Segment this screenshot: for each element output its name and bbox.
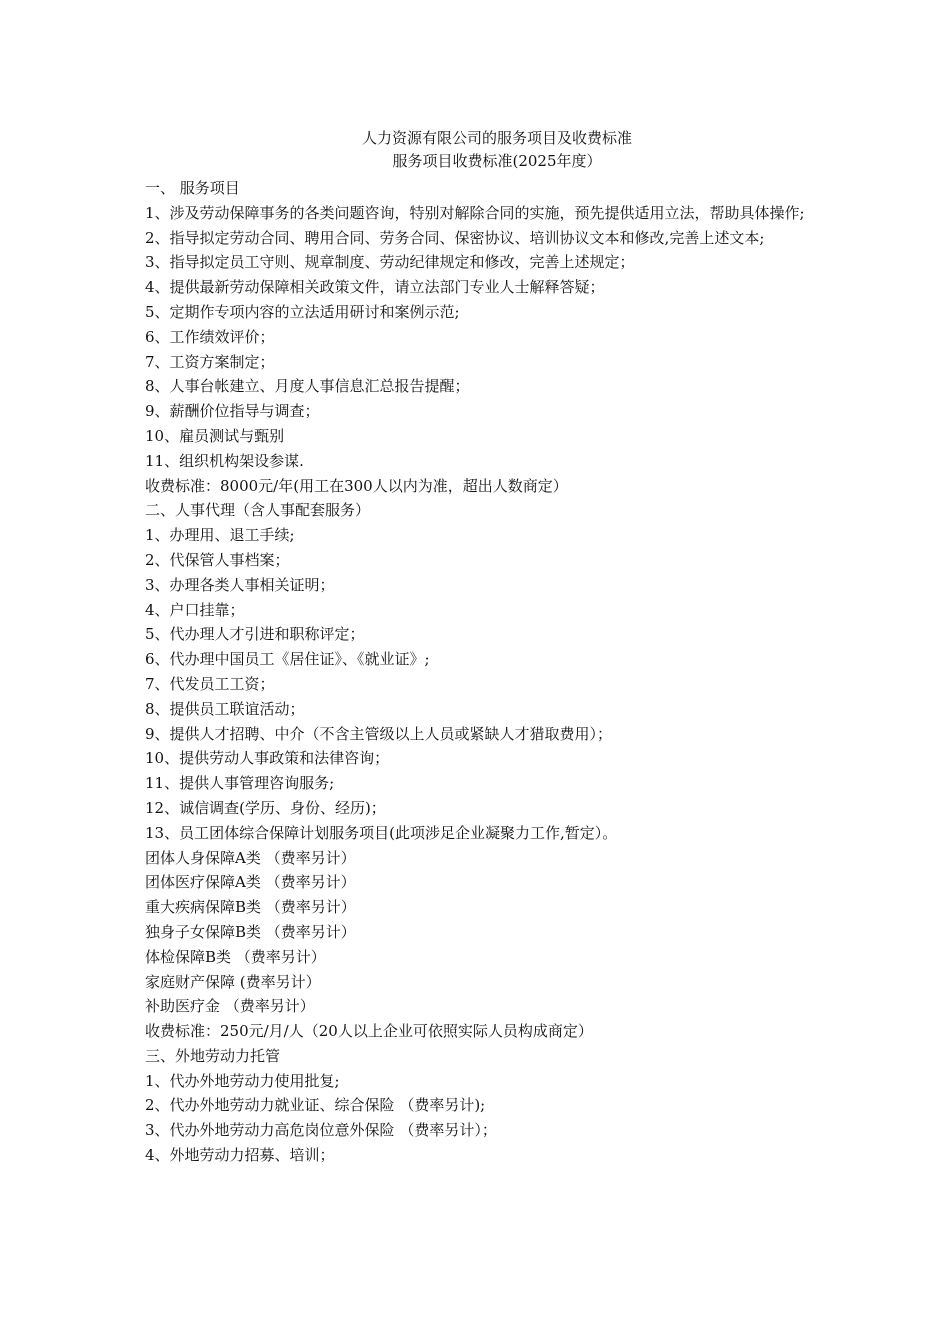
list-item: 10、雇员测试与甄别 bbox=[145, 426, 285, 445]
insurance-item: 团体医疗保障A类 （费率另计） bbox=[145, 873, 356, 892]
list-item: 5、定期作专项内容的立法适用研讨和案例示范; bbox=[145, 302, 460, 321]
section-heading: 一、 服务项目 bbox=[145, 179, 240, 197]
fee-standard: 收费标准：8000元/年(用工在300人以内为准，超出人数商定） bbox=[145, 476, 568, 495]
list-item: 2、代保管人事档案； bbox=[145, 550, 290, 569]
list-item: 4、提供最新劳动保障相关政策文件，请立法部门专业人士解释答疑； bbox=[145, 278, 605, 297]
list-item: 10、提供劳动人事政策和法律咨询； bbox=[145, 749, 390, 768]
list-item: 8、人事台帐建立、月度人事信息汇总报告提醒； bbox=[145, 377, 470, 396]
list-item: 2、指导拟定劳动合同、聘用合同、劳务合同、保密协议、培训协议文本和修改,完善上述文本; bbox=[145, 228, 765, 247]
list-item: 7、工资方案制定； bbox=[145, 352, 275, 371]
list-item: 11、组织机构架设参谋. bbox=[145, 451, 304, 470]
list-item: 3、指导拟定员工守则、规章制度、劳动纪律规定和修改，完善上述规定； bbox=[145, 253, 635, 272]
list-item: 9、提供人才招聘、中介（不含主管级以上人员或紧缺人才猎取费用）； bbox=[145, 724, 613, 743]
list-item: 13、员工团体综合保障计划服务项目(此项涉足企业凝聚力工作,暂定）。 bbox=[145, 823, 618, 842]
insurance-item: 体检保障B类 （费率另计） bbox=[145, 947, 326, 966]
document-subtitle: 服务项目收费标准(2025年度） bbox=[392, 152, 602, 170]
insurance-item: 团体人身保障A类 （费率另计） bbox=[145, 848, 356, 867]
section-heading: 三、外地劳动力托管 bbox=[145, 1046, 281, 1065]
document-body bbox=[145, 176, 810, 1168]
document-title: 人力资源有限公司的服务项目及收费标准 bbox=[361, 129, 632, 147]
list-item: 12、诚信调查(学历、身份、经历)； bbox=[145, 798, 386, 817]
insurance-item: 补助医疗金 （费率另计） bbox=[145, 997, 315, 1016]
list-item: 7、代发员工工资； bbox=[145, 674, 275, 693]
list-item: 6、代办理中国员工《居住证》、《就业证》; bbox=[145, 650, 430, 669]
list-item: 3、代办外地劳动力高危岗位意外保险 （费率另计）； bbox=[145, 1121, 497, 1140]
list-item: 1、涉及劳动保障事务的各类问题咨询，特别对解除合同的实施，预先提供适用立法，帮助具体操作; bbox=[145, 203, 805, 222]
list-item: 6、工作绩效评价； bbox=[145, 327, 275, 346]
list-item: 3、办理各类人事相关证明； bbox=[145, 575, 335, 594]
list-item: 9、薪酬价位指导与调查； bbox=[145, 402, 320, 421]
list-item: 1、办理用、退工手续; bbox=[145, 526, 295, 545]
insurance-item: 家庭财产保障 (费率另计） bbox=[145, 972, 321, 991]
list-item: 8、提供员工联谊活动； bbox=[145, 699, 305, 718]
insurance-item: 独身子女保障B类 （费率另计） bbox=[145, 922, 356, 941]
section-heading: 二、人事代理（含人事配套服务） bbox=[145, 501, 371, 520]
list-item: 4、户口挂靠； bbox=[145, 600, 245, 619]
list-item: 1、代办外地劳动力使用批复; bbox=[145, 1071, 340, 1090]
list-item: 4、外地劳动力招募、培训； bbox=[145, 1146, 335, 1165]
insurance-item: 重大疾病保障B类 （费率另计） bbox=[145, 898, 356, 917]
fee-standard: 收费标准：250元/月/人（20人以上企业可依照实际人员构成商定） bbox=[145, 1022, 593, 1041]
list-item: 2、代办外地劳动力就业证、综合保险 （费率另计); bbox=[145, 1096, 486, 1115]
list-item: 5、代办理人才引进和职称评定； bbox=[145, 625, 365, 644]
list-item: 11、提供人事管理咨询服务; bbox=[145, 774, 335, 793]
